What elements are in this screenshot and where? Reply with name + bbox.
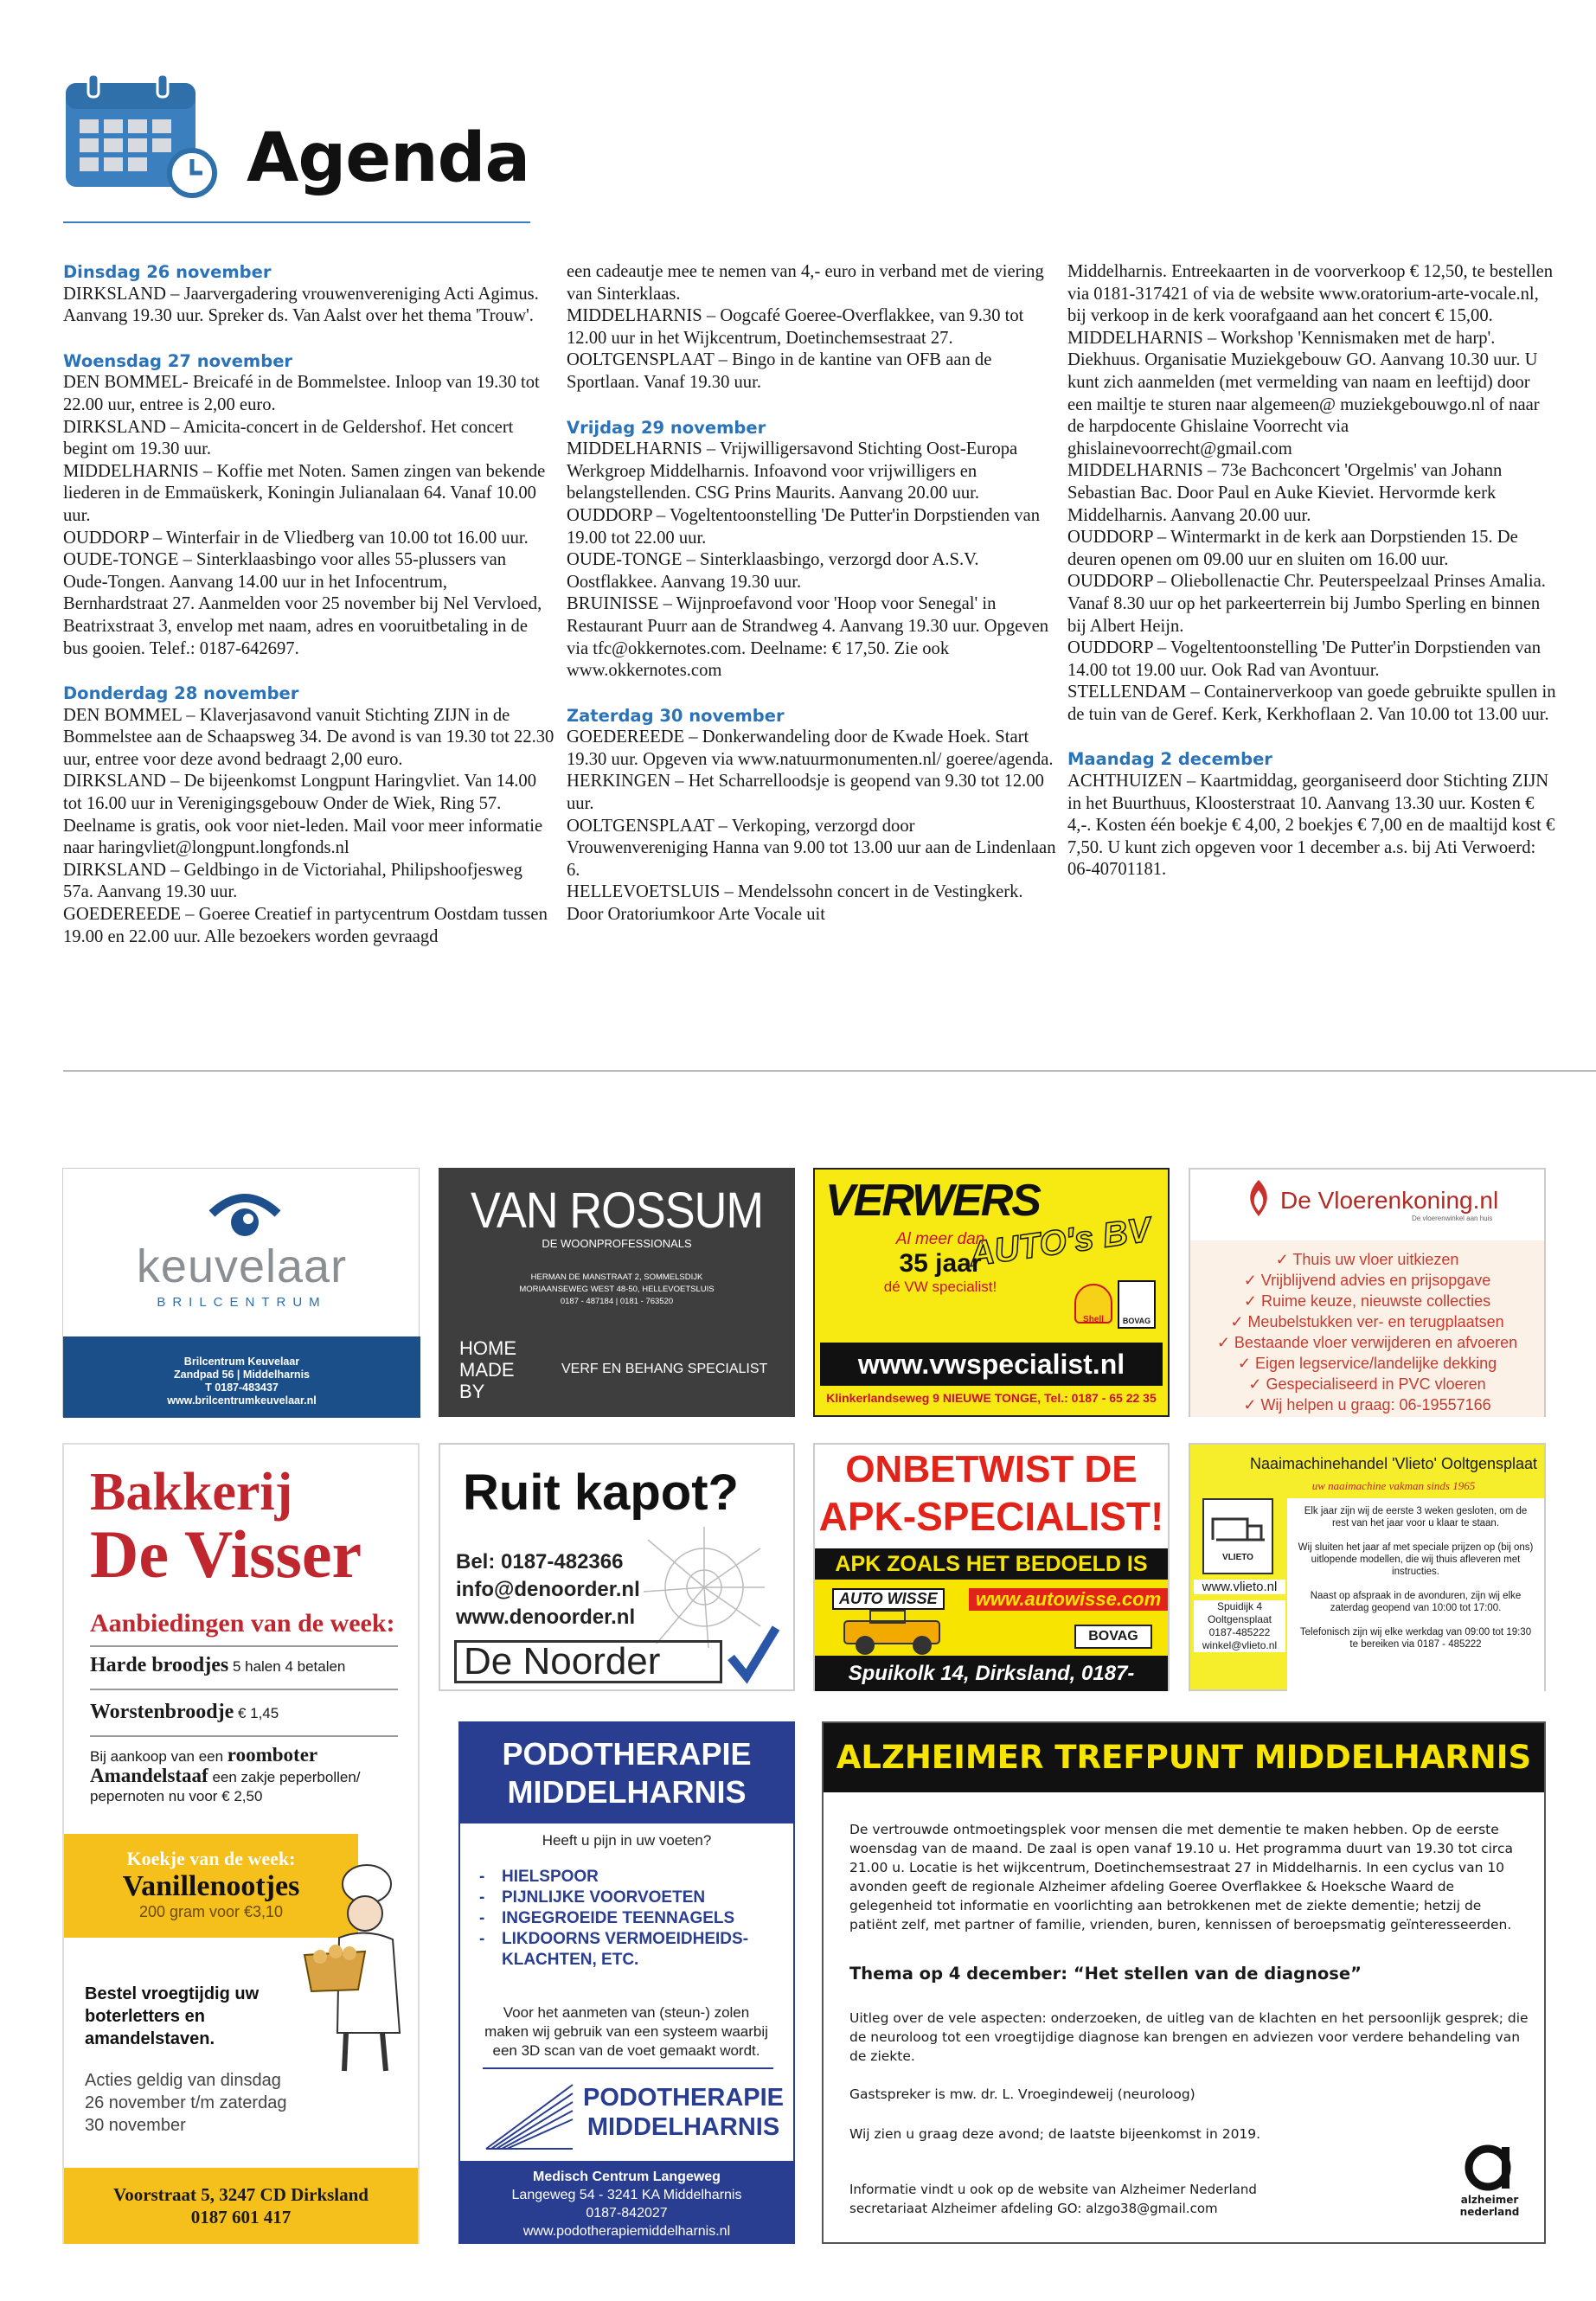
agenda-entry: OUDE-TONGE – Sinterklaasbingo, verzorgd door A.S.V. Oostflakkee. Aanvang 19.30 uur. bbox=[567, 550, 979, 592]
agenda-entry: MIDDELHARNIS – Workshop 'Kennismaken met de harp'. Diekhuus. Organisatie Muziekgebouw GO. Aanvang 10.30 uur. U kunt zich aanmelden (met vermelding van naam en leeftijd) door een mailtje te sturen naar algemeen@ muziekgebouwgo.nl of naar de harpdocente Ghislaine Voorrecht via ghislainevoorrecht@gmail.com bbox=[1067, 328, 1540, 458]
bakkerij-title-1: Bakkerij bbox=[90, 1463, 293, 1522]
agenda-day-heading: Donderdag 28 november bbox=[63, 683, 299, 704]
alzheimer-text-6: secretariaat Alzheimer afdeling GO: alzgo38@gmail.com bbox=[849, 2201, 1218, 2216]
list-item: ✓ Gespecialiseerd in PVC vloeren bbox=[1248, 1375, 1486, 1393]
van-rossum-tag: VERF EN BEHANG SPECIALIST bbox=[561, 1362, 768, 1376]
agenda-entry: HERKINGEN – Het Scharrelloodsje is geopend van 9.30 tot 12.00 uur. bbox=[567, 772, 1044, 814]
van-rossum-sub: DE WOONPROFESSIONALS bbox=[542, 1237, 692, 1250]
apk-title-2: APK-SPECIALIST! bbox=[818, 1494, 1164, 1539]
agenda-entry: GOEDEREEDE – Donkerwandeling door de Kwade Hoek. Start 19.30 uur. Opgeven via www.natuurmonumenten.nl/ goeree/agenda. bbox=[567, 727, 1054, 769]
auto-wisse-web: www.autowisse.com bbox=[969, 1588, 1168, 1611]
ad-van-rossum bbox=[439, 1168, 795, 1417]
alzheimer-text-4: Wij zien u graag deze avond; de laatste bijeenkomst in 2019. bbox=[849, 2126, 1261, 2142]
vloeren-sub: De vloerenwinkel aan huis bbox=[1412, 1215, 1493, 1222]
list-item: - INGEGROEIDE TEENNAGELS bbox=[479, 1909, 735, 1927]
baker-illustration bbox=[296, 1860, 417, 2076]
ruit-title: Ruit kapot? bbox=[463, 1465, 739, 1521]
keuvelaar-info: Brilcentrum Keuvelaar Zandpad 56 | Middelharnis T 0187-483437 www.brilcentrumkeuvelaar.nl bbox=[63, 1336, 420, 1418]
agenda-day-heading: Maandag 2 december bbox=[1067, 749, 1272, 770]
bakkerij-rule-3 bbox=[90, 1735, 398, 1737]
agenda-column-2 bbox=[567, 261, 1058, 926]
agenda-entry: STELLENDAM – Containerverkoop van goede gebruikte spullen in de tuin van de Geref. Kerk, Kerkhoflaan 2. Van 10.00 tot 13.00 uur. bbox=[1067, 683, 1556, 724]
agenda-entry: OUDE-TONGE – Sinterklaasbingo voor alles 55-plussers van Oude-Tongen. Aanvang 14.00 uur in het Infocentrum, Bernhardstraat 27. Aanmelden voor 25 november bij Nel Vervloed, Beatrixstraat 3, envelop met naam, adres en vooruitbetaling in de bus gooien. Telef.: 0187-642697. bbox=[63, 550, 542, 658]
list-item: ✓ Bestaande vloer verwijderen en afvoeren bbox=[1216, 1334, 1518, 1351]
agenda-entry: GOEDEREEDE – Goeree Creatief in partycentrum Oostdam tussen 19.00 en 22.00 uur. Alle bezoekers worden gevraagd bbox=[63, 905, 548, 946]
agenda-entry: BRUINISSE – Wijnproefavond voor 'Hoop voor Senegal' in Restaurant Puurr aan de Strandweg 4. Aanvang 19.30 uur. Opgeven via tfc@okkernotes.com. Deelname: € 17,50. Zie ook www.okkernotes.com bbox=[567, 594, 1049, 681]
home-made-by: HOME MADE BY bbox=[459, 1337, 516, 1402]
ruit-contact: Bel: 0187-482366 info@denoorder.nl www.denoorder.nl bbox=[456, 1550, 640, 1629]
agenda-column-1 bbox=[63, 261, 554, 948]
crown-icon bbox=[1244, 1178, 1273, 1218]
ad-bakkerij-de-visser bbox=[62, 1443, 420, 2244]
bakkerij-rule-1 bbox=[90, 1645, 398, 1647]
shell-logo: Shell bbox=[1074, 1284, 1112, 1324]
vloeren-name: De Vloerenkoning.nl bbox=[1280, 1187, 1499, 1214]
apk-address: Spuikolk 14, Dirksland, 0187-609260 bbox=[815, 1656, 1168, 1691]
agenda-entry: OUDDORP – Vogeltentoonstelling 'De Putter'in Dorpstienden van 14.00 tot 19.00 uur. Ook Rad van Avontuur. bbox=[1067, 638, 1542, 680]
alzheimer-logo-text: alzheimer nederland bbox=[1459, 2194, 1520, 2218]
agenda-entry: OOLTGENSPLAAT – Verkoping, verzorgd door Vrouwenvereniging Hanna van 9.00 tot 13.00 uur aan de Lindenlaan 6. bbox=[567, 816, 1056, 880]
bakkerij-item-2: Worstenbroodje € 1,45 bbox=[90, 1701, 279, 1723]
bovag-badge: BOVAG bbox=[1074, 1625, 1152, 1649]
bakkerij-acties: Acties geldig van dinsdag 26 november t/m zaterdag 30 november bbox=[85, 2071, 287, 2135]
bakkerij-address: Voorstraat 5, 3247 CD Dirksland 0187 601 417 bbox=[64, 2168, 418, 2244]
van-rossum-name: VAN ROSSUM bbox=[470, 1183, 764, 1239]
vloeren-list bbox=[1190, 1240, 1544, 1417]
ad-vlieto bbox=[1189, 1443, 1546, 1691]
page-title: Agenda bbox=[247, 119, 530, 197]
agenda-entry: DEN BOMMEL – Klaverjasavond vanuit Stichting ZIJN in de Bommelstee aan de Schaapsweg 34. De avond is van 19.30 tot 22.30 uur, entree voor deze avond bedraagt 2,00 euro. bbox=[63, 705, 554, 769]
vlieto-logo: VLIETO bbox=[1202, 1498, 1273, 1574]
alzheimer-text-3: Gastspreker is mw. dr. L. Vroegindeweij (neuroloog) bbox=[849, 2086, 1195, 2102]
ad-alzheimer-trefpunt bbox=[822, 1721, 1546, 2244]
list-item: - LIKDOORNS VERMOEIDHEIDS- KLACHTEN, ETC. bbox=[479, 1930, 749, 1969]
agenda-entry: MIDDELHARNIS – Vrijwilligersavond Stichting Oost-Europa Werkgroep Middelharnis. Infoavond voor vrijwilligers en belangstellenden. CSG Prins Maurits. Aanvang 20.00 uur. bbox=[567, 439, 1018, 503]
list-item: ✓ Wij helpen u graag: 06-19557166 bbox=[1243, 1396, 1491, 1413]
podo-rule bbox=[483, 2067, 773, 2069]
bakkerij-rule-2 bbox=[90, 1689, 398, 1690]
agenda-entry: DIRKSLAND – Jaarvergadering vrouwenvereniging Acti Agimus. Aanvang 19.30 uur. Spreker ds. Van Aalst over het thema 'Trouw'. bbox=[63, 284, 539, 326]
agenda-entry: OUDDORP – Oliebollenactie Chr. Peuterspeelzaal Prinses Amalia. Vanaf 8.30 uur op het parkeerterrein bij Jumbo Sperling en binnen bij Albert Heijn. bbox=[1067, 572, 1546, 636]
ad-vloerenkoning bbox=[1189, 1168, 1546, 1417]
alzheimer-text-5: Informatie vindt u ook op de website van Alzheimer Nederland bbox=[849, 2182, 1257, 2197]
agenda-entry: ACHTHUIZEN – Kaartmiddag, georganiseerd door Stichting ZIJN in het Buurthuus, Kloosterstraat 10. Aanvang 13.30 uur. Kosten € 4,-. Kosten één boekje € 4,00, 2 boekjes € 7,00 en de maaltijd kost € 7,50. U kunt zich opgeven voor 1 december a.s. bij Ati Verwoerd: 06-40701181. bbox=[1067, 772, 1555, 880]
agenda-entry: OOLTGENSPLAAT – Bingo in de kantine van OFB aan de Sportlaan. Vanaf 19.30 uur. bbox=[567, 350, 992, 392]
agenda-entry: DIRKSLAND – Amicita-concert in de Geldershof. Het concert begint om 19.30 uur. bbox=[63, 417, 514, 459]
agenda-entry: MIDDELHARNIS – Oogcafé Goeree-Overflakkee, van 9.30 tot 12.00 uur in het Wijkcentrum, Doetinchemsestraat 27. bbox=[567, 306, 1024, 348]
eye-logo-icon bbox=[210, 1188, 279, 1240]
agenda-day-heading: Woensdag 27 november bbox=[63, 350, 293, 371]
podo-header: PODOTHERAPIE MIDDELHARNIS bbox=[460, 1723, 793, 1823]
ad-auto-wisse bbox=[813, 1443, 1170, 1721]
bovag-logo: BOVAG bbox=[1118, 1280, 1156, 1329]
agenda-entry: OUDDORP – Winterfair in de Vliedberg van 10.00 tot 16.00 uur. bbox=[63, 528, 529, 548]
list-item: ✓ Eigen legservice/landelijke dekking bbox=[1237, 1355, 1497, 1372]
ad-keuvelaar bbox=[62, 1168, 420, 1417]
agenda-entry: Middelharnis. Entreekaarten in de voorverkoop € 12,50, te bestellen via 0181-317421 of via de website www.oratorium-arte-vocale.nl, bij verkoop in de kerk voorafgaand aan het concert € 15,00. bbox=[1067, 262, 1554, 326]
podo-text: Voor het aanmeten van (steun-) zolen maken wij gebruik van een systeem waarbij een 3D scan van de voet gemaakt wordt. bbox=[484, 2004, 768, 2059]
section-divider bbox=[63, 1070, 1596, 1072]
verwers-web: www.vwspecialist.nl bbox=[820, 1343, 1163, 1386]
podo-question: Heeft u pijn in uw voeten? bbox=[542, 1832, 712, 1849]
alzheimer-logo-icon bbox=[1462, 2142, 1517, 2194]
vlieto-web: www.vlieto.nl bbox=[1194, 1580, 1285, 1594]
bakkerij-aanbiedingen: Aanbiedingen van de week: bbox=[90, 1609, 395, 1638]
list-item: ✓ Thuis uw vloer uitkiezen bbox=[1275, 1251, 1459, 1268]
auto-wisse-logo: AUTO WISSE bbox=[832, 1588, 945, 1610]
agenda-entry: OUDDORP – Wintermarkt in de kerk aan Dorpstienden 15. De deuren openen om 09.00 uur en sluiten om 16.00 uur. bbox=[1067, 528, 1518, 569]
bakkerij-item-3: Bij aankoop van een roomboter Amandelstaaf een zakje peperbollen/ pepernoten nu voor € 2,50 bbox=[90, 1744, 361, 1804]
keuvelaar-sub: BRILCENTRUM bbox=[157, 1295, 327, 1310]
vlieto-info: Elk jaar zijn wij de eerste 3 weken gesloten, om de rest van het jaar voor u klaar te staan. Wij sluiten het jaar af met speciale prijzen op (bij ons) uitlopende modellen, die wij thuis afleveren met instructies. Naast op afspraak in de avonduren, zijn wij elke zaterdag geopend van 10:00 tot 17:00. Telefonisch zijn wij elke werkdag van 09:00 tot 19:30 te bereiken via 0187 - 485222 bbox=[1287, 1498, 1544, 1691]
koekje-box: Koekje van de week: Vanillenootjes 200 gram voor €3,10 bbox=[64, 1834, 358, 1938]
podo-logo-text: PODOTHERAPIE MIDDELHARNIS bbox=[582, 2084, 785, 2141]
vlieto-sub: uw naaimachine vakman sinds 1965 bbox=[1311, 1479, 1476, 1492]
jeep-icon bbox=[836, 1609, 957, 1657]
alzheimer-thema: Thema op 4 december: “Het stellen van de diagnose” bbox=[849, 1964, 1362, 1984]
podo-footer: Medisch Centrum Langeweg Langeweg 54 - 3241 KA Middelharnis 0187-842027 www.podotherapiemiddelharnis.nl bbox=[460, 2161, 793, 2244]
apk-title-1: ONBETWIST DE bbox=[845, 1448, 1138, 1490]
keuvelaar-name: keuvelaar bbox=[136, 1240, 348, 1292]
de-noorder-logo: De Noorder bbox=[454, 1640, 722, 1683]
bakkerij-bestel: Bestel vroegtijdig uw boterletters en amandelstaven. bbox=[85, 1984, 260, 2048]
agenda-column-3 bbox=[1067, 261, 1559, 881]
agenda-entry: MIDDELHARNIS – 73e Bachconcert 'Orgelmis' van Johann Sebastian Bac. Door Paul en Auke Kieviet. Hervormde kerk Middelharnis. Aanvang 20.00 uur. bbox=[1067, 461, 1503, 525]
calendar-icon bbox=[62, 71, 218, 201]
verwers-autos: AUTO's BV bbox=[966, 1210, 1154, 1274]
list-item: - PIJNLIJKE VOORVOETEN bbox=[479, 1888, 706, 1907]
verwers-name: VERWERS bbox=[825, 1176, 1040, 1226]
ad-de-noorder bbox=[439, 1443, 795, 1691]
alzheimer-title: ALZHEIMER TREFPUNT MIDDELHARNIS bbox=[824, 1723, 1544, 1792]
list-item: ✓ Meubelstukken ver- en terugplaatsen bbox=[1230, 1313, 1504, 1330]
checkmark-icon bbox=[727, 1623, 779, 1683]
title-divider bbox=[63, 221, 530, 223]
alzheimer-text-2: Uitleg over de vele aspecten: onderzoeken, de uitleg van de klachten en het persoonlijk gesprek; die de neuroloog tot een vroegtijdige diagnose kan brengen en adviezen voor verdere behandeling van de ziekte. bbox=[849, 2010, 1529, 2064]
agenda-entry: HELLEVOETSLUIS – Mendelssohn concert in de Vestingkerk. Door Oratoriumkoor Arte Vocale uit bbox=[567, 882, 1023, 925]
list-item: - HIELSPOOR bbox=[479, 1868, 599, 1886]
agenda-entry: MIDDELHARNIS – Koffie met Noten. Samen zingen van bekende liederen in de Emmaüskerk, Koningin Julianalaan 64. Vanaf 10.00 uur. bbox=[63, 461, 546, 525]
alzheimer-text-1: De vertrouwde ontmoetingsplek voor mensen die met dementie te maken hebben. Op de eerste woensdag van de maand. De zaal is open vanaf 19.10 u. Het programma duurt van 19.30 tot circa 21.00 u. Locatie is het wijkcentrum, Doetinchemsestraat 27 in Middelharnis. In een cyclus van 10 avonden geeft de regionale Alzheimer afdeling Goeree Overflakkee & Hoeksche Waard de gelegenheid tot informatie en voorlichting aan betrokkenen met de ziekte dementie; hetzij de patiënt zelf, met partner of familie, vrienden, buren, kennissen of beroepsmatig geïnteresseerden. bbox=[849, 1822, 1513, 1932]
list-item: ✓ Vrijblijvend advies en prijsopgave bbox=[1243, 1272, 1491, 1289]
podo-list bbox=[479, 1867, 782, 1971]
agenda-entry: een cadeautje mee te nemen van 4,- euro in verband met de viering van Sinterklaas. bbox=[567, 262, 1044, 304]
ad-podotherapie bbox=[458, 1721, 795, 2244]
agenda-entry: OUDDORP – Vogeltentoonstelling 'De Putter'in Dorpstienden van 19.00 tot 22.00 uur. bbox=[567, 505, 1041, 548]
agenda-entry: DIRKSLAND – Geldbingo in de Victoriahal, Philipshoofjesweg 57a. Aanvang 19.30 uur. bbox=[63, 860, 522, 902]
agenda-day-heading: Vrijdag 29 november bbox=[567, 417, 766, 438]
agenda-day-heading: Zaterdag 30 november bbox=[567, 705, 785, 726]
bakkerij-item-1: Harde broodjes 5 halen 4 betalen bbox=[90, 1654, 346, 1676]
agenda-day-heading: Dinsdag 26 november bbox=[63, 262, 272, 282]
bakkerij-title-2: De Visser bbox=[90, 1516, 362, 1592]
agenda-entry: DIRKSLAND – De bijeenkomst Longpunt Haringvliet. Van 14.00 tot 16.00 uur in Verenigingsgebouw Onder de Wiek, Ring 57. Deelname is gratis, ook voor niet-leden. Mail voor meer informatie naar haringvliet@longpunt.longfonds.nl bbox=[63, 772, 543, 858]
van-rossum-address: HERMAN DE MANSTRAAT 2, SOMMELSDIJK MORIAANSEWEG WEST 48-50, HELLEVOETSLUIS 0187 - 487184 | 0181 - 763520 bbox=[519, 1272, 715, 1306]
ad-verwers bbox=[813, 1168, 1170, 1417]
verwers-tagline: Al meer dan 35 jaar dé VW specialist! bbox=[883, 1230, 997, 1295]
agenda-entry: DEN BOMMEL- Breicafé in de Bommelstee. Inloop van 19.30 tot 22.00 uur, entree is 2,00 euro. bbox=[63, 373, 540, 414]
list-item: ✓ Ruime keuze, nieuwste collecties bbox=[1243, 1292, 1491, 1310]
vlieto-title: Naaimachinehandel 'Vlieto' Ooltgensplaat bbox=[1249, 1455, 1538, 1472]
verwers-address: Klinkerlandseweg 9 NIEUWE TONGE, Tel.: 0187 - 65 22 35 bbox=[826, 1391, 1157, 1405]
apk-band: APK ZOALS HET BEDOELD IS bbox=[815, 1548, 1168, 1580]
vlieto-address: Spuidijk 4 Ooltgensplaat 0187-485222 winkel@vlieto.nl bbox=[1194, 1600, 1285, 1652]
foot-logo-icon bbox=[483, 2076, 578, 2154]
